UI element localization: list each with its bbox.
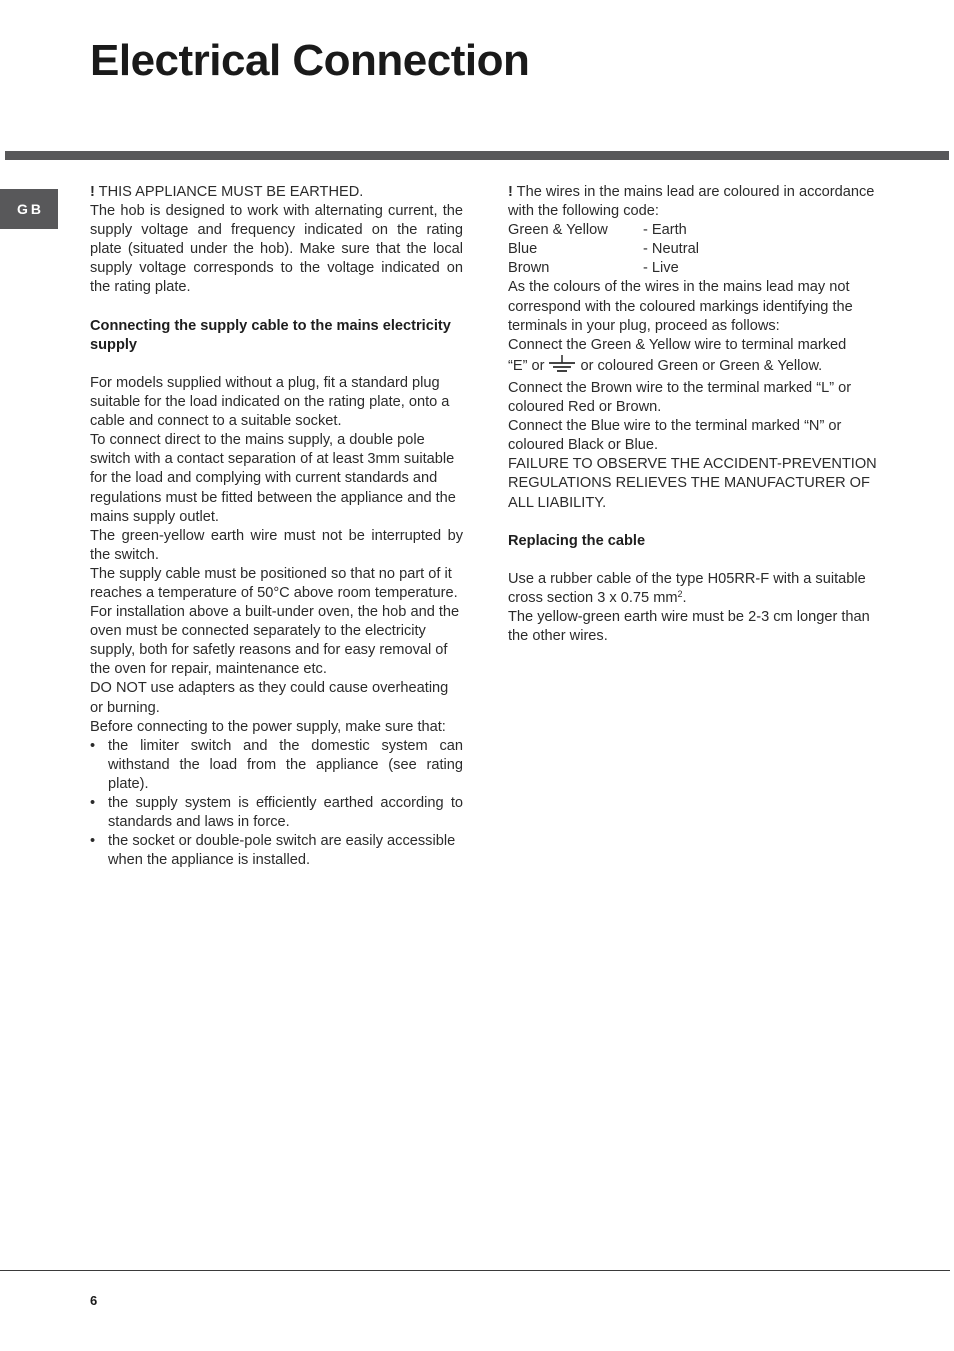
bullet-icon: • [90, 737, 96, 754]
section-heading-replacing-cable: Replacing the cable [508, 532, 646, 549]
paragraph-cable-position: The supply cable must be positioned so that no part of it reaches a temperature of 50°C above room temperature. For installation above a built-under oven, the hob and the oven must be connected separately to the electricity supply, both for safetly reasons and for easy removal of the oven for repair, maintenance etc. [90, 565, 460, 678]
list-item: • the supply system is efficiently earthed according to standards and laws in force. [90, 795, 463, 831]
paragraph-cable-type: Use a rubber cable of the type H05RR-F with a suitable cross section 3 x 0.75 $mm^2$. [508, 570, 866, 606]
language-tab: GB [0, 189, 58, 229]
paragraph-brown-wire: Connect the Brown wire to the terminal marked “L” or coloured Red or Brown. [508, 379, 852, 416]
list-item: • the limiter switch and the domestic system can withstand the load from the appliance (see rating plate). [90, 737, 463, 792]
section-heading-supply-cable: Connecting the supply cable to the mains electricity supply [90, 317, 451, 353]
paragraph-before-connecting: Before connecting to the power supply, make sure that: [90, 718, 446, 735]
footer-divider [0, 1270, 950, 1271]
checklist [90, 737, 463, 871]
bullet-icon: • [90, 795, 96, 811]
intro-paragraph: The hob is designed to work with alternating current, the supply voltage and frequency indicated on the rating plate (situated under the hob). Make sure that the local supply voltage corresponds to the voltage indicated on the rating plate. [90, 203, 463, 296]
left-column [90, 183, 463, 870]
earthing-warning: ! THIS APPLIANCE MUST BE EARTHED. [90, 184, 364, 200]
liability-warning: FAILURE TO OBSERVE THE ACCIDENT-PREVENTION REGULATIONS RELIEVES THE MANUFACTURER OF ALL LIABILITY. [508, 456, 877, 511]
paragraph-plug: For models supplied without a plug, fit a standard plug suitable for the load indicated on the rating plate, onto a cable and connect to a suitable socket. [90, 374, 450, 430]
paragraph-plug-markings: As the colours of the wires in the mains lead may not correspond with the coloured markings identifying the terminals in your plug, proceed as follows: [508, 279, 853, 334]
colour-code-row: Brown - Live [508, 260, 679, 277]
right-column [508, 183, 882, 646]
wire-colours-intro: ! The wires in the mains lead are coloured in accordance with the following code: [508, 184, 875, 220]
paragraph-earth-wire: The green-yellow earth wire must not be interrupted by the switch. [90, 527, 463, 563]
colour-code-row: Green & Yellow - Earth [508, 222, 687, 239]
paragraph-earth-wire-length: The yellow-green earth wire must be 2-3 cm longer than the other wires. [508, 609, 870, 645]
paragraph-green-yellow: Connect the Green & Yellow wire to terminal marked “E” or or coloured Green or Green & Yellow. [508, 336, 882, 379]
paragraph-blue-wire: Connect the Blue wire to the terminal marked “N” or coloured Black or Blue. [508, 418, 842, 454]
header-divider [5, 151, 949, 160]
earth-ground-icon [547, 355, 577, 379]
page-title: Electrical Connection [90, 36, 530, 85]
page-number: 6 [90, 1293, 98, 1308]
paragraph-double-pole-switch: To connect direct to the mains supply, a double pole switch with a contact separation of at least 3mm suitable for the load and complying with current standards and regulations must be fitted between the appliance and the mains supply outlet. [90, 432, 456, 525]
colour-code-row: Blue - Neutral [508, 241, 699, 258]
bullet-icon: • [90, 833, 96, 850]
warning-mark: ! [508, 184, 513, 200]
warning-mark: ! [90, 184, 95, 200]
paragraph-adapters: DO NOT use adapters as they could cause overheating or burning. [90, 680, 449, 716]
list-item: • the socket or double-pole switch are easily accessible when the appliance is installed. [90, 833, 456, 869]
